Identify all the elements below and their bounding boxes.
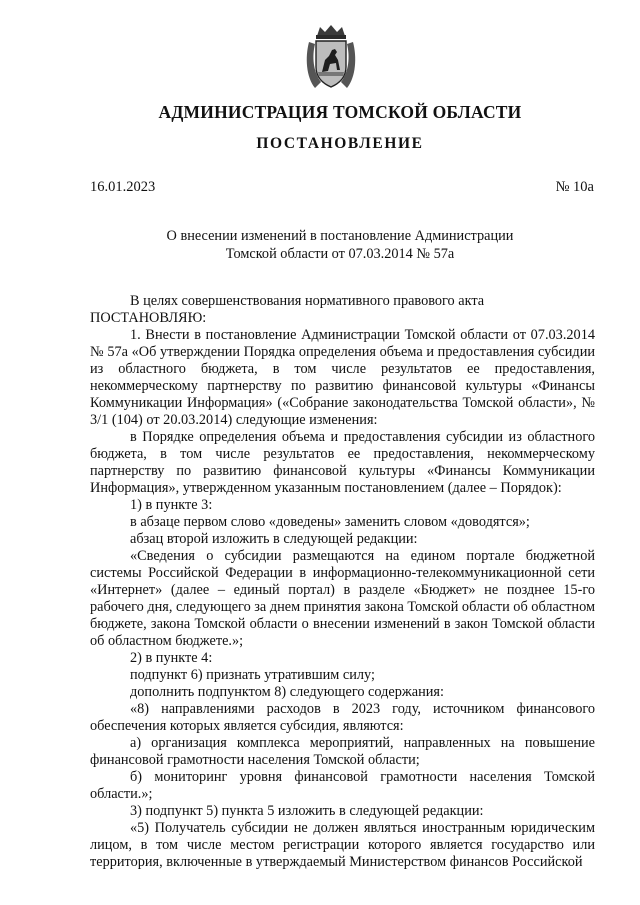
subject-line: Томской области от 07.03.2014 № 57а: [225, 246, 455, 262]
body-paragraph: «Сведения о субсидии размещаются на едином портале бюджетной системы Российской Федерации в информационно-телекоммуникационной сети «Интернет» (далее – единый портал) в разделе «Бюджет» не позднее 15-го рабочего дня, следующего за днем принятия закона Томской области об областном бюджете, закона Томской области о внесении изменений в закон Томской области об областном бюджете.»;: [90, 548, 596, 649]
body-paragraph: «8) направлениями расходов в 2023 году, источником финансового обеспечения которых является субсидия, являются:: [90, 701, 595, 734]
document-number: № 10а: [555, 179, 594, 195]
body-paragraph: 1. Внести в постановление Администрации Томской области от 07.03.2014 № 57а «Об утверждении Порядка определения объема и предоставления субсидии из областного бюджета, в том числе результатов ее предоставления, некоммерческому партнерству по развитию финансовой культуры «Финансы Коммуникации Информация» («Собрание законодательства Томской области», № 3/1 (104) от 20.03.2014) следующие изменения:: [90, 327, 595, 428]
document-body: [90, 293, 595, 871]
body-paragraph: подпункт 6) признать утратившим силу;: [130, 667, 375, 683]
body-paragraph: б) мониторинг уровня финансовой грамотности населения Томской области.»;: [90, 769, 595, 802]
document-date: 16.01.2023: [90, 179, 156, 195]
body-paragraph: абзац второй изложить в следующей редакции:: [130, 531, 418, 547]
body-paragraph: дополнить подпунктом 8) следующего содержания:: [130, 684, 444, 700]
body-paragraph: а) организация комплекса мероприятий, направленных на повышение финансовой грамотности населения Томской области;: [90, 735, 595, 768]
document-subject: [120, 227, 560, 263]
subject-line: О внесении изменений в постановление Администрации: [166, 228, 514, 244]
organization-title: АДМИНИСТРАЦИЯ ТОМСКОЙ ОБЛАСТИ: [158, 102, 522, 122]
body-paragraph: 1) в пункте 3:: [130, 497, 213, 513]
document-type: ПОСТАНОВЛЕНИЕ: [256, 135, 424, 152]
body-paragraph: В целях совершенствования нормативного правового акта: [130, 293, 485, 309]
body-paragraph: 2) в пункте 4:: [130, 650, 213, 666]
body-paragraph: в абзаце первом слово «доведены» заменить словом «доводятся»;: [130, 514, 530, 530]
body-paragraph: «5) Получатель субсидии не должен являться иностранным юридическим лицом, в том числе местом регистрации которого является государство или территория, включенные в утверждаемый Министерством финансов Российской: [90, 820, 595, 870]
body-paragraph: в Порядке определения объема и предоставления субсидии из областного бюджета, в том числе результатов ее предоставления, некоммерческому партнерству по развитию финансовой культуры «Финансы Коммуникации Информация», утвержденном указанным постановлением (далее – Порядок):: [90, 429, 595, 496]
body-paragraph: ПОСТАНОВЛЯЮ:: [90, 310, 207, 326]
tomsk-coat-of-arms-icon: [303, 22, 359, 94]
body-paragraph: 3) подпункт 5) пункта 5 изложить в следующей редакции:: [130, 803, 484, 819]
